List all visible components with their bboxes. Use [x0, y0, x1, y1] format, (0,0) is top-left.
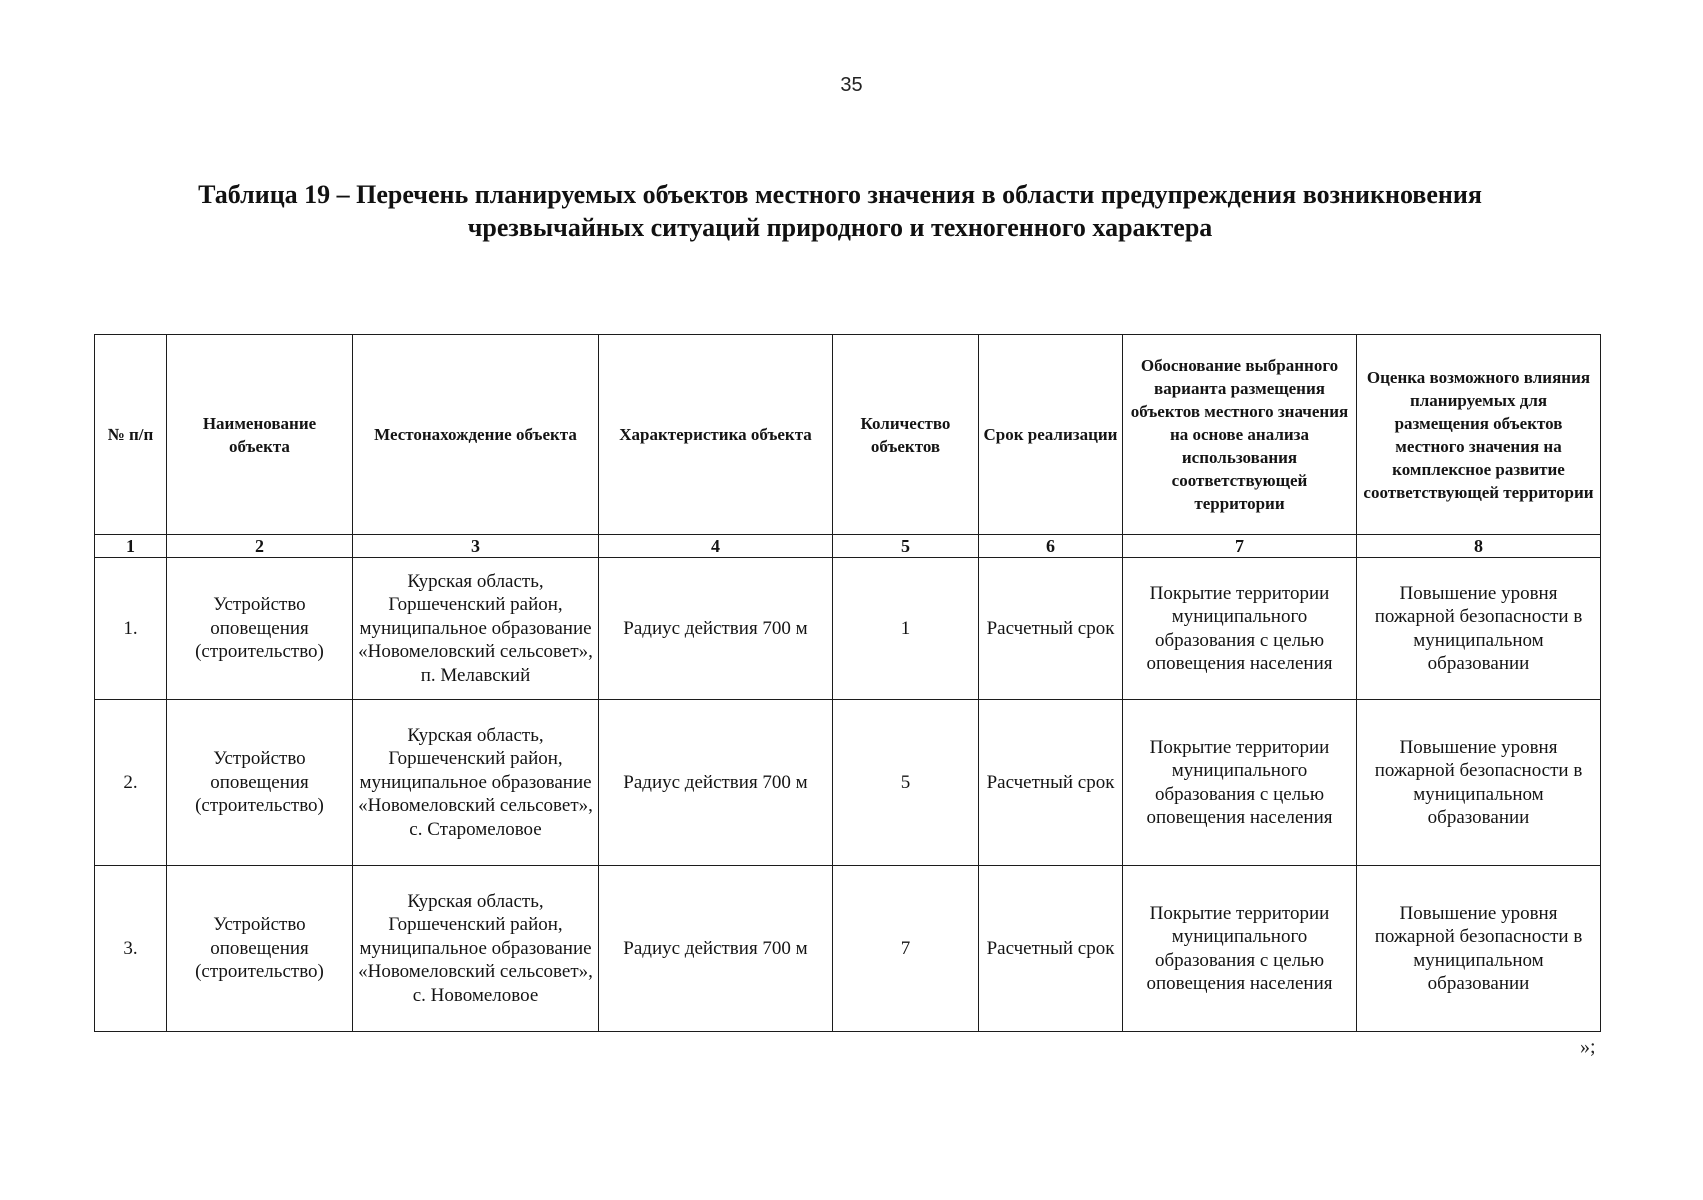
- object-location-cell: Курская область, Горшеченский район, муниципальное образование «Новомеловский сельсовет», с. Новомеловое: [353, 866, 599, 1032]
- object-characteristic-cell: Радиус действия 700 м: [599, 700, 833, 866]
- impact-assessment-cell: Повышение уровня пожарной безопасности в муниципальном образовании: [1357, 700, 1601, 866]
- objects-table: [94, 334, 1601, 1032]
- table-title: [110, 178, 1570, 244]
- implementation-term-cell: Расчетный срок: [979, 700, 1123, 866]
- row-number-cell: 2.: [95, 700, 167, 866]
- column-number-cell: 1: [95, 535, 167, 558]
- header-cell-name: Наименование объекта: [167, 335, 353, 535]
- object-characteristic-cell: Радиус действия 700 м: [599, 866, 833, 1032]
- page-number: 35: [840, 74, 863, 96]
- implementation-term-cell: Расчетный срок: [979, 866, 1123, 1032]
- impact-assessment-cell: Повышение уровня пожарной безопасности в муниципальном образовании: [1357, 558, 1601, 700]
- justification-cell: Покрытие территории муниципального образования с целью оповещения населения: [1123, 866, 1357, 1032]
- table-header-row: [95, 335, 1601, 535]
- header-cell-location: Местонахождение объекта: [353, 335, 599, 535]
- object-location-cell: Курская область, Горшеченский район, муниципальное образование «Новомеловский сельсовет», с. Старомеловое: [353, 700, 599, 866]
- column-number-cell: 4: [599, 535, 833, 558]
- justification-cell: Покрытие территории муниципального образования с целью оповещения населения: [1123, 700, 1357, 866]
- header-cell-term: Срок реализации: [979, 335, 1123, 535]
- object-location-cell: Курская область, Горшеченский район, муниципальное образование «Новомеловский сельсовет», п. Мелавский: [353, 558, 599, 700]
- object-count-cell: 5: [833, 700, 979, 866]
- object-count-cell: 1: [833, 558, 979, 700]
- column-number-cell: 5: [833, 535, 979, 558]
- table-row: [95, 558, 1601, 700]
- table-title-line-2: чрезвычайных ситуаций природного и техногенного характера: [467, 213, 1213, 242]
- row-number-cell: 1.: [95, 558, 167, 700]
- header-cell-count: Количество объектов: [833, 335, 979, 535]
- row-number-cell: 3.: [95, 866, 167, 1032]
- object-name-cell: Устройство оповещения (строительство): [167, 866, 353, 1032]
- table-title-line-1: Таблица 19 – Перечень планируемых объектов местного значения в области предупреждения возникновения: [198, 180, 1482, 209]
- column-number-cell: 2: [167, 535, 353, 558]
- column-number-cell: 3: [353, 535, 599, 558]
- column-number-cell: 8: [1357, 535, 1601, 558]
- object-count-cell: 7: [833, 866, 979, 1032]
- closing-quote-mark: »;: [1580, 1036, 1596, 1058]
- header-cell-characteristic: Характеристика объекта: [599, 335, 833, 535]
- justification-cell: Покрытие территории муниципального образования с целью оповещения населения: [1123, 558, 1357, 700]
- header-cell-justification: Обоснование выбранного варианта размещения объектов местного значения на основе анализа использования соответствующей территории: [1123, 335, 1357, 535]
- implementation-term-cell: Расчетный срок: [979, 558, 1123, 700]
- header-cell-number: № п/п: [95, 335, 167, 535]
- object-characteristic-cell: Радиус действия 700 м: [599, 558, 833, 700]
- object-name-cell: Устройство оповещения (строительство): [167, 558, 353, 700]
- impact-assessment-cell: Повышение уровня пожарной безопасности в муниципальном образовании: [1357, 866, 1601, 1032]
- column-number-row: [95, 535, 1601, 558]
- header-cell-impact: Оценка возможного влияния планируемых для размещения объектов местного значения на комплексное развитие соответствующей территории: [1357, 335, 1601, 535]
- table-row: [95, 700, 1601, 866]
- column-number-cell: 7: [1123, 535, 1357, 558]
- column-number-cell: 6: [979, 535, 1123, 558]
- table-row: [95, 866, 1601, 1032]
- object-name-cell: Устройство оповещения (строительство): [167, 700, 353, 866]
